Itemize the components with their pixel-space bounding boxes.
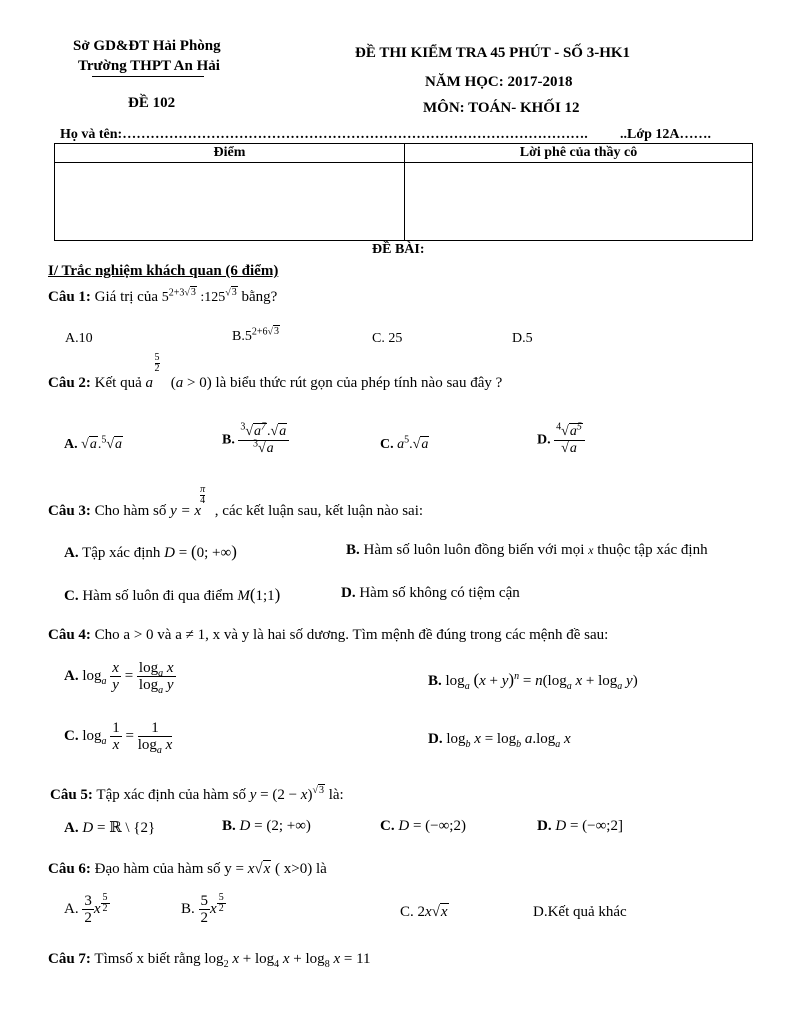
question-2-text: Kết quả <box>94 375 142 391</box>
question-3-text: Cho hàm số <box>94 503 167 519</box>
school-name: Trường THPT An Hải <box>78 58 220 74</box>
q5-option-d[interactable]: D. D = (−∞;2] <box>537 818 623 834</box>
score-header: Điểm <box>55 144 405 163</box>
question-2-expr: a 5 2 <box>145 352 160 391</box>
exam-heading: ĐỀ BÀI: <box>372 242 425 257</box>
question-4-text: Cho a > 0 và a ≠ 1, x và y là hai số dương. Tìm mệnh đề đúng trong các mệnh đề sau: <box>94 627 609 643</box>
q5-option-d-label: D. <box>537 818 552 834</box>
q4-option-c[interactable]: C. $\log_a$ $\frac{1}{x}$ = $\frac{1}{\log_a x}$ <box>64 720 173 756</box>
school-underline <box>92 76 204 77</box>
grade-table <box>54 143 753 241</box>
question-1 <box>48 289 277 306</box>
q2-option-a-label: A. <box>64 437 78 452</box>
comment-cell[interactable] <box>405 163 753 241</box>
q6-option-b-label: B. <box>181 900 195 917</box>
department-name: Sở GD&ĐT Hải Phòng <box>73 38 221 54</box>
question-6-text-end: ( x>0) là <box>275 861 327 877</box>
score-cell[interactable] <box>55 163 405 241</box>
question-2 <box>48 352 503 392</box>
q6-option-c[interactable]: C. 2x√x <box>400 904 448 920</box>
q3-option-c[interactable]: C. Hàm số luôn đi qua điểm M(1;1) <box>64 585 281 604</box>
question-2-condition: (a > 0) <box>170 375 212 391</box>
q2-option-b-label: B. <box>222 432 235 448</box>
question-1-label: Câu 1: <box>48 289 91 305</box>
question-6-text: Đạo hàm của hàm số y = <box>94 861 244 877</box>
q3-option-b-text: Hàm số luôn luôn đồng biến với mọi <box>363 542 585 558</box>
question-6-expr: x√x <box>247 861 271 877</box>
q6-option-a-label: A. <box>64 900 79 917</box>
q1-option-c[interactable]: C. 25 <box>372 331 403 346</box>
question-3-expr: y = x π 4 <box>170 484 206 519</box>
question-7 <box>48 951 371 968</box>
q1-option-b-label: B. <box>232 329 245 344</box>
exam-code: ĐỀ 102 <box>128 95 176 111</box>
q5-option-b[interactable]: B. D = (2; +∞) <box>222 818 311 834</box>
question-6-label: Câu 6: <box>48 861 91 877</box>
q6-option-a[interactable]: A. $\frac{3}{2}$ x $\frac{5}{2}$ <box>64 892 108 926</box>
q2-option-d[interactable]: D. $\frac{^4√a^5}{√a}$ <box>537 424 585 457</box>
q2-option-d-label: D. <box>537 432 551 448</box>
question-3 <box>48 484 424 520</box>
question-1-text-end: bằng? <box>241 289 278 305</box>
q4-option-d-label: D. <box>428 731 443 747</box>
school-year: NĂM HỌC: 2017-2018 <box>425 74 573 90</box>
q5-option-c[interactable]: C. D = (−∞;2) <box>380 818 466 834</box>
q6-option-b[interactable]: B. $\frac{5}{2}$ x $\frac{5}{2}$ <box>181 892 224 926</box>
q3-option-c-text: Hàm số luôn đi qua điểm <box>82 588 234 604</box>
q5-option-b-label: B. <box>222 818 236 834</box>
q3-option-a-text: Tập xác định <box>82 545 161 561</box>
q3-option-a[interactable]: A. Tập xác định D = (0; +∞) <box>64 542 237 561</box>
student-name-line: Họ và tên:………………………………………………………………………………………. <box>60 127 588 142</box>
q4-option-a-label: A. <box>64 667 79 684</box>
q3-option-c-label: C. <box>64 588 79 604</box>
q4-option-c-label: C. <box>64 727 79 744</box>
question-5-expr: $y = (2 - x)^{√3}$ <box>249 785 324 803</box>
q2-option-c[interactable]: C. $a^5.√a$ <box>380 434 429 452</box>
question-7-label: Câu 7: <box>48 951 91 967</box>
q3-option-b-label: B. <box>346 542 360 558</box>
q1-option-d[interactable]: D.5 <box>512 331 533 346</box>
q3-option-b[interactable]: B. Hàm số luôn luôn đồng biến với mọi x thuộc tập xác định <box>346 542 708 558</box>
question-5-label: Câu 5: <box>50 787 93 803</box>
question-4-label: Câu 4: <box>48 627 91 643</box>
question-1-expr: $5^{2+3√3}$ $:125^{√3}$ <box>161 287 237 305</box>
q1-option-a[interactable]: A.10 <box>65 331 93 346</box>
question-5-text: Tập xác định của hàm số <box>96 787 246 803</box>
q5-option-a-label: A. <box>64 820 79 836</box>
question-2-label: Câu 2: <box>48 375 91 391</box>
q2-option-a[interactable]: A. √a.$^5$√a <box>64 434 122 452</box>
q4-option-d[interactable]: D. $\log_b x = \log_b a.\log_a$ x <box>428 731 571 750</box>
q1-option-b[interactable]: $B.5^{2+6√3}$ <box>232 326 279 344</box>
q5-option-a[interactable]: A. D = ℝ \ {2} <box>64 820 156 836</box>
question-5 <box>50 787 344 804</box>
question-1-text: Giá trị của <box>94 289 158 305</box>
question-5-text-end: là: <box>328 787 344 803</box>
exam-title: ĐỀ THI KIỂM TRA 45 PHÚT - SỐ 3-HK1 <box>355 45 631 61</box>
question-3-text-end: , các kết luận sau, kết luận nào sai: <box>214 503 424 519</box>
q4-option-b-label: B. <box>428 673 442 689</box>
question-7-text: Tìmsố x biết rằng <box>94 951 201 967</box>
q3-option-d-text: Hàm số không có tiệm cận <box>359 585 520 601</box>
question-6 <box>48 861 327 878</box>
q6-option-c-label: C. <box>400 904 414 920</box>
q2-option-c-label: C. <box>380 437 394 452</box>
comment-header: Lời phê của thầy cô <box>405 144 753 163</box>
q3-option-d[interactable] <box>341 585 520 602</box>
q3-option-b-text2: thuộc tập xác định <box>597 542 708 558</box>
q4-option-b[interactable]: B. $\log_a (x + y)^n = n(\log_a$ $x + \log_a y$) <box>428 670 638 692</box>
q3-option-d-label: D. <box>341 585 356 601</box>
student-class-line: ..Lớp 12A……. <box>620 127 711 142</box>
q2-option-b[interactable]: B. $\frac{^3√a^7.√a}{^3√a}$ <box>222 424 289 457</box>
subject-line: MÔN: TOÁN- KHỐI 12 <box>423 100 580 116</box>
question-3-label: Câu 3: <box>48 503 91 519</box>
question-7-expr: $\log_2 x + \log_4 x + \log_8 x = 11$ <box>204 951 371 970</box>
q6-option-d[interactable]: D.Kết quả khác <box>533 904 627 920</box>
part1-heading: I/ Trắc nghiệm khách quan (6 điểm) <box>48 263 279 279</box>
q4-option-a[interactable]: A. $\log_a$ $\frac{x}{y}$ = $\frac{\log_a x}{\log_a y}$ <box>64 660 174 696</box>
q5-option-c-label: C. <box>380 818 395 834</box>
q3-option-a-label: A. <box>64 545 79 561</box>
question-4 <box>48 627 608 644</box>
question-2-text-end: là biểu thức rút gọn của phép tính nào sau đây ? <box>215 375 503 391</box>
